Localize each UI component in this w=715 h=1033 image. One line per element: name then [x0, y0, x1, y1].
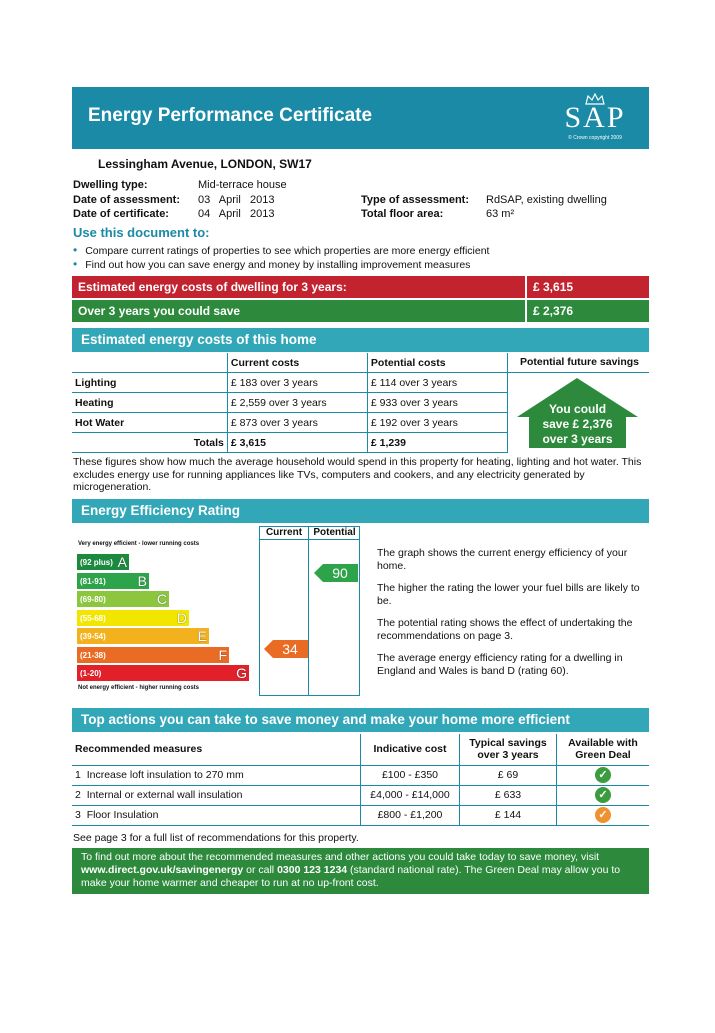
band-range: (21-38) — [80, 650, 106, 660]
assessment-type-value: RdSAP, existing dwelling — [486, 194, 607, 206]
col-future-savings: Potential future savings — [519, 356, 640, 368]
rating-band-b — [77, 573, 149, 589]
estimated-cost-label: Estimated energy costs of dwelling for 3 years: — [78, 280, 347, 294]
savings-label: Over 3 years you could save — [78, 304, 241, 318]
totals-potential: £ 1,239 — [367, 433, 507, 453]
band-letter: B — [137, 572, 147, 589]
band-range: (1-20) — [80, 669, 102, 678]
table-row: Heating £ 2,559 over 3 years £ 933 over 3 years — [72, 393, 508, 413]
measures-table — [72, 734, 649, 826]
costs-note: These figures show how much the average household would spend in this property for heating, lighting and hot water. This excludes energy use for running appliances like TVs, computers and cookers, and any electricity generated by microgeneration. — [73, 456, 642, 493]
crown-icon — [585, 93, 605, 105]
col-potential-costs: Potential costs — [367, 353, 507, 373]
col-typical-savings: Typical savings over 3 years — [460, 734, 557, 765]
certificate-header — [72, 87, 649, 149]
potential-rating-arrow: 90 — [314, 564, 358, 582]
band-letter: G — [236, 665, 247, 681]
floor-area-label: Total floor area: — [361, 208, 444, 220]
assessment-type-label: Type of assessment: — [361, 194, 470, 206]
band-range: (92 plus) — [80, 558, 113, 567]
rating-band-f — [77, 647, 229, 663]
sap-logo — [555, 93, 635, 143]
savings-house-text: You could save £ 2,376 over 3 years — [542, 402, 613, 446]
green-deal-check-icon: ✓ — [595, 767, 611, 783]
band-letter: D — [176, 609, 187, 626]
efficiency-top-caption: Very energy efficient - lower running costs — [78, 541, 200, 547]
band-range: (39-54) — [80, 632, 106, 641]
assessment-date-label: Date of assessment: — [73, 194, 180, 206]
dwelling-type-label: Dwelling type: — [73, 179, 148, 191]
efficiency-chart — [72, 526, 361, 698]
band-letter: E — [197, 628, 207, 644]
green-deal-check-icon: ✓ — [595, 807, 611, 823]
use-document-title: Use this document to: — [73, 225, 210, 240]
col-indicative-cost: Indicative cost — [361, 734, 460, 765]
sap-copyright: © Crown copyright 2009 — [568, 135, 622, 141]
band-letter: F — [218, 646, 227, 663]
table-row: 2 Internal or external wall insulation £4,000 - £14,000 £ 633 — [72, 785, 649, 805]
current-rating-arrow: 34 — [264, 640, 308, 658]
footer-info-box: To find out more about the recommended measures and other actions you could take today to save money, visit www.direct.gov.uk/savingenergy or call 0300 123 1234 (standard national rate). The Green Deal may allow you to make your home warmer and cheaper to run at no up-front cost. — [72, 848, 649, 894]
actions-section-bar — [72, 708, 649, 732]
certificate-date-value: 04 April 2013 — [198, 208, 275, 220]
efficiency-bottom-caption: Not energy efficient - higher running costs — [78, 685, 200, 691]
col-recommended-measures: Recommended measures — [72, 734, 361, 765]
band-letter: C — [156, 591, 167, 607]
assessment-date-value: 03 April 2013 — [198, 194, 275, 206]
green-deal-check-icon: ✓ — [595, 787, 611, 803]
band-letter: A — [117, 554, 127, 570]
totals-label: Totals — [72, 433, 227, 453]
band-range: (69-80) — [80, 595, 106, 604]
totals-row — [72, 433, 508, 453]
col-current-costs: Current costs — [227, 353, 367, 373]
savings-bar — [72, 300, 649, 322]
dwelling-type-value: Mid-terrace house — [198, 179, 287, 191]
rating-band-c — [77, 591, 169, 607]
certificate-date-label: Date of certificate: — [73, 208, 169, 220]
table-row: Hot Water £ 873 over 3 years £ 192 over 3 years — [72, 413, 508, 433]
savings-value: £ 2,376 — [525, 300, 643, 322]
rating-band-g — [77, 665, 249, 681]
efficiency-explanation: The graph shows the current energy efficiency of your home. The higher the rating the lower your fuel bills are likely to be. The potential rating shows the effect of undertaking the recommendations on page 3. The average energy efficiency rating for a dwelling in England and Wales is band D (rating 60). — [377, 547, 640, 677]
phone-number: 0300 123 1234 — [277, 864, 348, 876]
estimated-cost-bar — [72, 276, 649, 298]
totals-current: £ 3,615 — [227, 433, 367, 453]
estimated-cost-value: £ 3,615 — [525, 276, 643, 298]
costs-section-title: Estimated energy costs of this home — [81, 332, 317, 347]
costs-table — [72, 353, 508, 453]
use-bullet-compare: • Compare current ratings of properties to see which properties are more energy efficient — [73, 243, 489, 257]
col-green-deal: Available with Green Deal — [557, 734, 650, 765]
savings-url-link[interactable]: www.direct.gov.uk/savingenergy — [81, 864, 244, 876]
band-range: (81-91) — [80, 576, 106, 586]
rating-band-d — [77, 610, 189, 626]
efficiency-section-title: Energy Efficiency Rating — [81, 503, 241, 518]
col-potential-rating: Potential — [313, 527, 356, 538]
property-address: Lessingham Avenue, LONDON, SW17 — [98, 157, 312, 171]
see-page-note: See page 3 for a full list of recommendations for this property. — [73, 832, 359, 844]
page-title: Energy Performance Certificate — [88, 105, 373, 126]
table-row: Lighting £ 183 over 3 years £ 114 over 3 years — [72, 373, 508, 393]
actions-section-title: Top actions you can take to save money and make your home more efficient — [81, 712, 570, 727]
band-range: (55-68) — [80, 613, 106, 623]
costs-section-bar — [72, 328, 649, 352]
use-bullet-find-out: • Find out how you can save energy and money by installing improvement measures — [73, 257, 470, 271]
table-row: 1 Increase loft insulation to 270 mm £100 - £350 £ 69 — [72, 765, 649, 785]
floor-area-value: 63 m² — [486, 208, 515, 220]
table-row: 3 Floor Insulation £800 - £1,200 £ 144 — [72, 805, 649, 825]
sap-letters: SAP — [564, 101, 626, 134]
efficiency-section-bar — [72, 499, 649, 523]
rating-band-a — [77, 554, 129, 570]
rating-band-e — [77, 628, 209, 644]
col-current-rating: Current — [265, 527, 303, 538]
